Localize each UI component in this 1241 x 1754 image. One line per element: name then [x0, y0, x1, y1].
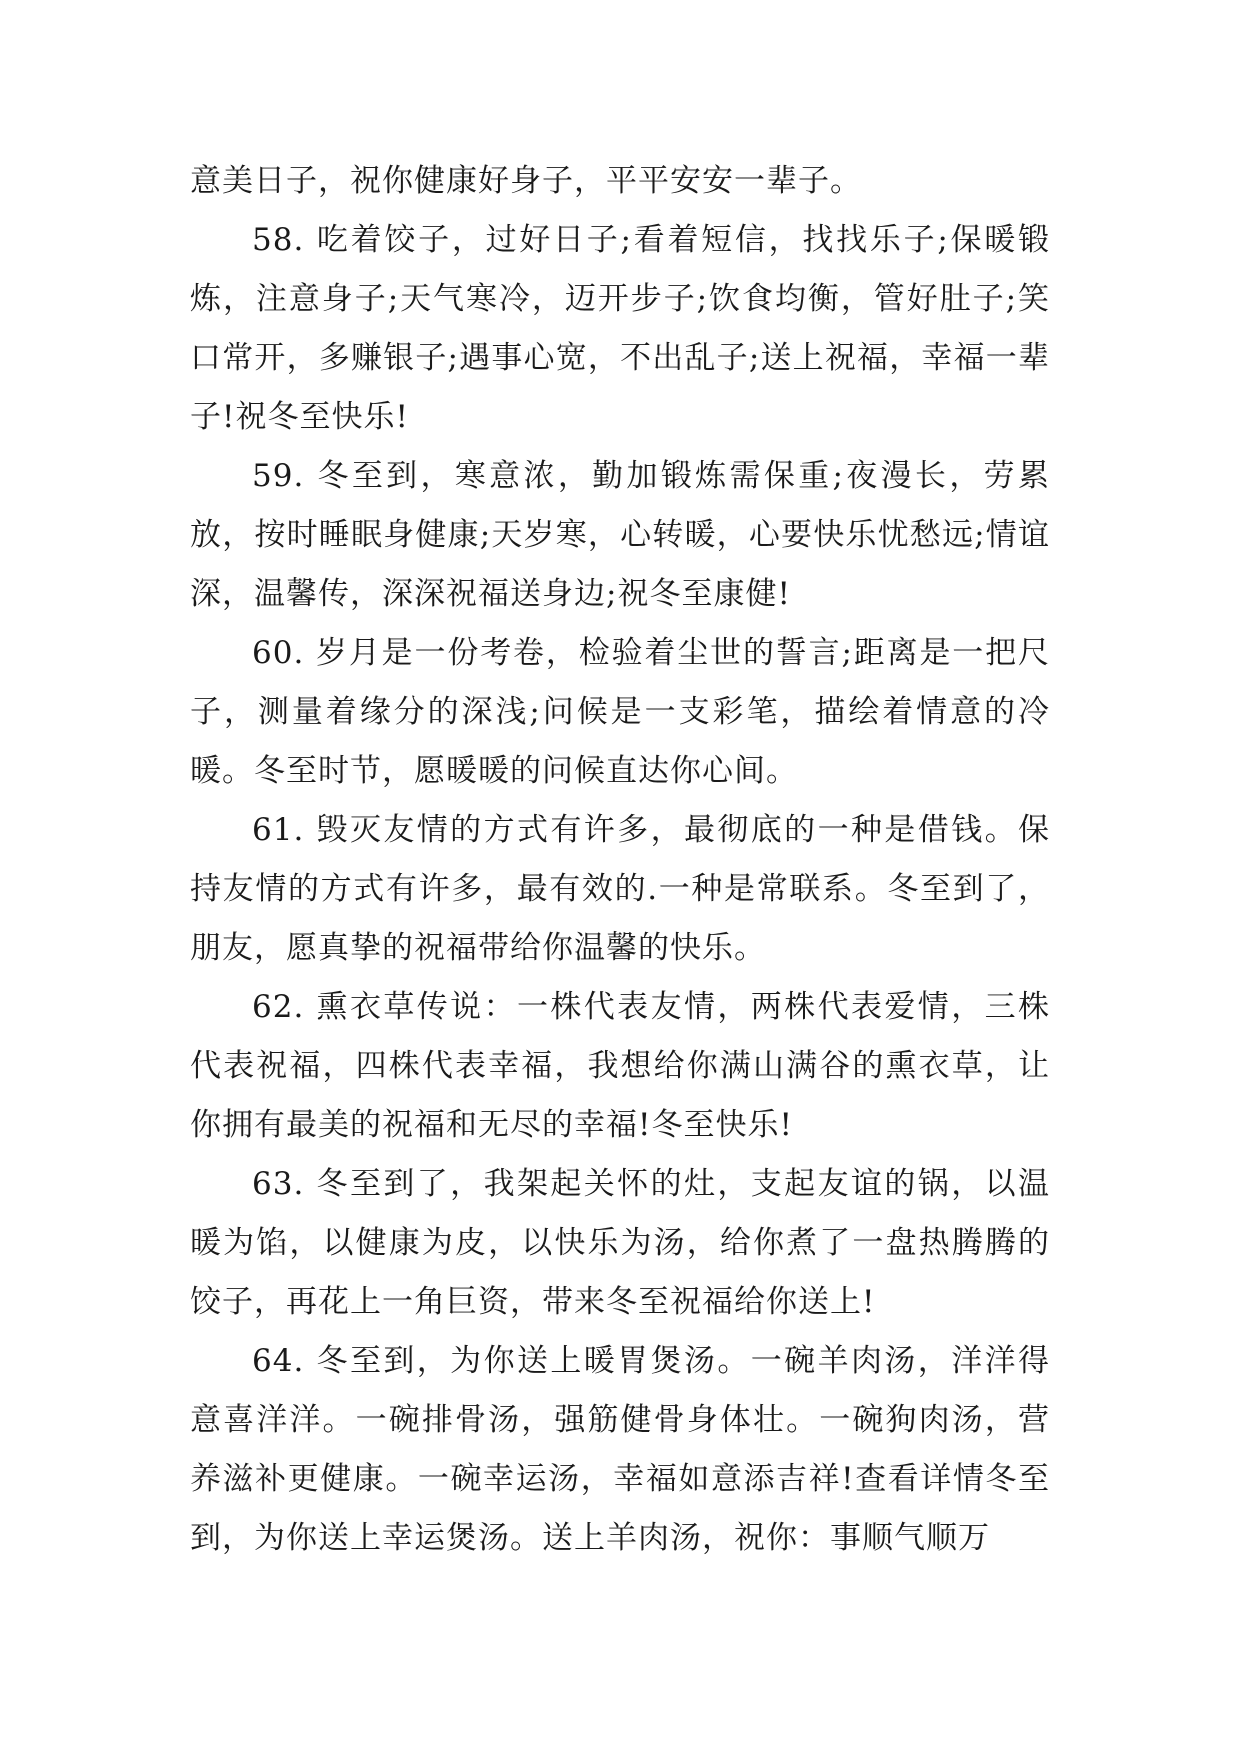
paragraph-61: 61. 毁灭友情的方式有许多，最彻底的一种是借钱。保持友情的方式有许多，最有效的.一种是常联系。冬至到了，朋友，愿真挚的祝福带给你温馨的快乐。: [190, 812, 1050, 966]
paragraph-58: 58. 吃着饺子，过好日子;看着短信，找找乐子;保暖锻炼，注意身子;天气寒冷，迈开步子;饮食均衡，管好肚子;笑口常开，多赚银子;遇事心宽，不出乱子;送上祝福，幸福一辈子!祝冬至快乐!: [190, 222, 1050, 435]
paragraph-60: 60. 岁月是一份考卷，检验着尘世的誓言;距离是一把尺子，测量着缘分的深浅;问候是一支彩笔，描绘着情意的冷暖。冬至时节，愿暖暖的问候直达你心间。: [190, 635, 1050, 789]
paragraph-63: 63. 冬至到了，我架起关怀的灶，支起友谊的锅，以温暖为馅，以健康为皮，以快乐为汤，给你煮了一盘热腾腾的饺子，再花上一角巨资，带来冬至祝福给你送上!: [190, 1166, 1050, 1320]
paragraph-59: 59. 冬至到，寒意浓，勤加锻炼需保重;夜漫长，劳累放，按时睡眠身健康;天岁寒，心转暖，心要快乐忧愁远;情谊深，温馨传，深深祝福送身边;祝冬至康健!: [190, 458, 1050, 612]
paragraph-64: 64. 冬至到，为你送上暖胃煲汤。一碗羊肉汤，洋洋得意喜洋洋。一碗排骨汤，强筋健骨身体壮。一碗狗肉汤，营养滋补更健康。一碗幸运汤，幸福如意添吉祥!查看详情冬至到，为你送上幸运煲汤。送上羊肉汤，祝你：事顺气顺万: [190, 1343, 1050, 1556]
paragraph-62: 62. 熏衣草传说：一株代表友情，两株代表爱情，三株代表祝福，四株代表幸福，我想给你满山满谷的熏衣草，让你拥有最美的祝福和无尽的幸福!冬至快乐!: [190, 989, 1050, 1143]
document-body: [190, 152, 1050, 1568]
paragraph-57-continuation: 意美日子，祝你健康好身子，平平安安一辈子。: [190, 163, 862, 199]
